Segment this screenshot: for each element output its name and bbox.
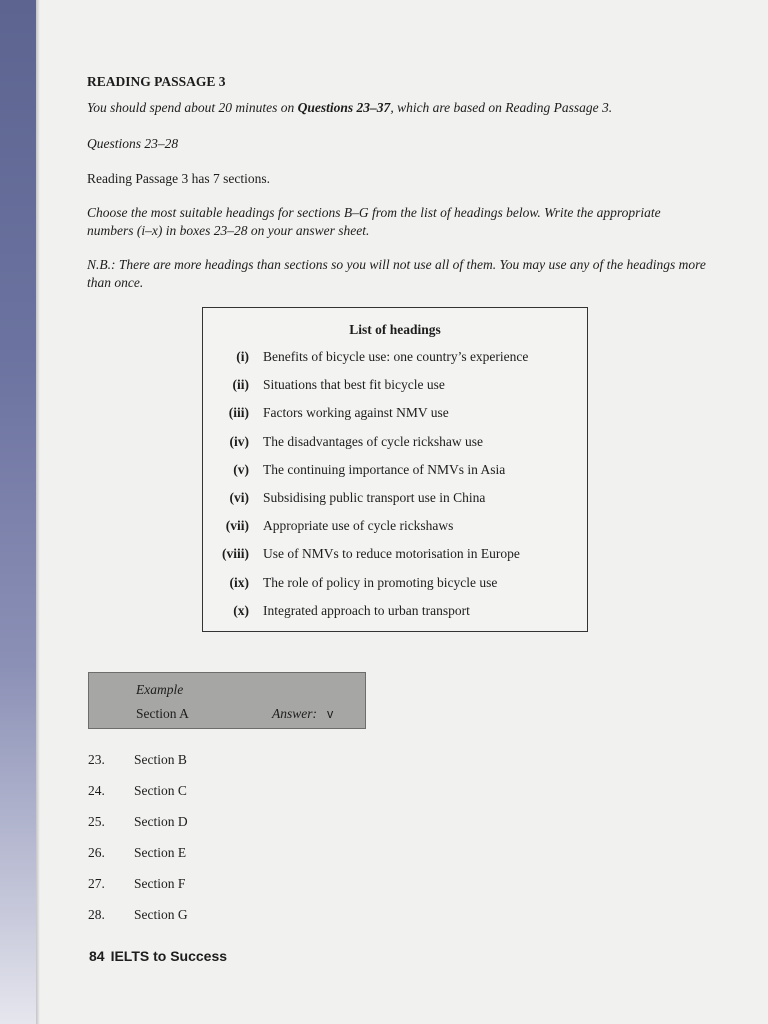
question-section: Section D <box>134 814 188 829</box>
heading-text: Factors working against NMV use <box>263 405 449 421</box>
example-answer-label: Answer: <box>272 706 317 721</box>
heading-text: The continuing importance of NMVs in Asia <box>263 461 506 477</box>
heading-text: The role of policy in promoting bicycle use <box>263 574 498 590</box>
question-section: Section B <box>134 752 187 767</box>
heading-number: (x) <box>233 602 249 618</box>
question-number: 24. <box>88 783 105 798</box>
example-box <box>88 672 366 729</box>
sections-note: Reading Passage 3 has 7 sections. <box>87 171 270 186</box>
book-title: IELTS to Success <box>110 948 228 964</box>
question-number: 26. <box>88 845 105 860</box>
passage-title: READING PASSAGE 3 <box>87 74 226 89</box>
example-answer <box>272 706 333 722</box>
example-section: Section A <box>136 706 189 721</box>
heading-number: (v) <box>233 461 249 477</box>
time-instruction <box>87 99 612 117</box>
questions-range: Questions 23–28 <box>87 136 179 151</box>
heading-text: Appropriate use of cycle rickshaws <box>263 518 454 534</box>
heading-text: Situations that best fit bicycle use <box>263 377 445 393</box>
footer <box>89 948 227 964</box>
example-label: Example <box>136 682 184 697</box>
question-number: 27. <box>88 876 105 891</box>
question-section: Section C <box>134 783 187 798</box>
page-number: 84 <box>89 948 105 964</box>
heading-text: Benefits of bicycle use: one country’s experience <box>263 349 529 364</box>
headings-box <box>202 307 588 632</box>
question-section: Section F <box>134 876 186 891</box>
heading-number: (iii) <box>228 405 249 421</box>
time-instruction-post: , which are based on Reading Passage 3. <box>390 100 613 115</box>
headings-title: List of headings <box>349 322 441 337</box>
example-answer-value: v <box>327 707 334 721</box>
heading-number: (iv) <box>229 433 249 449</box>
heading-text: Use of NMVs to reduce motorisation in Europe <box>263 546 520 562</box>
heading-text: Integrated approach to urban transport <box>263 602 470 618</box>
question-number: 28. <box>88 907 105 922</box>
heading-number: (vii) <box>225 518 249 534</box>
time-instruction-pre: You should spend about 20 minutes on <box>87 100 298 115</box>
heading-text: Subsidising public transport use in China <box>263 490 486 505</box>
question-number: 23. <box>88 752 105 767</box>
heading-number: (ii) <box>232 377 249 393</box>
nb-note: N.B.: There are more headings than sections so you will not use all of them. You may use any of the headings more than once. <box>87 257 706 290</box>
heading-number: (ix) <box>229 574 249 590</box>
heading-number: (i) <box>236 349 249 364</box>
heading-number: (vi) <box>229 490 249 505</box>
question-section: Section E <box>134 845 187 860</box>
question-section: Section G <box>134 907 188 922</box>
question-number: 25. <box>88 814 105 829</box>
time-instruction-questions: Questions 23–37 <box>297 100 391 115</box>
directions: Choose the most suitable headings for sections B–G from the list of headings below. Write the appropriate numbers (i–x) in boxes 23–28 on your answer sheet. <box>87 205 661 238</box>
heading-text: The disadvantages of cycle rickshaw use <box>263 433 484 449</box>
heading-number: (viii) <box>222 546 249 562</box>
